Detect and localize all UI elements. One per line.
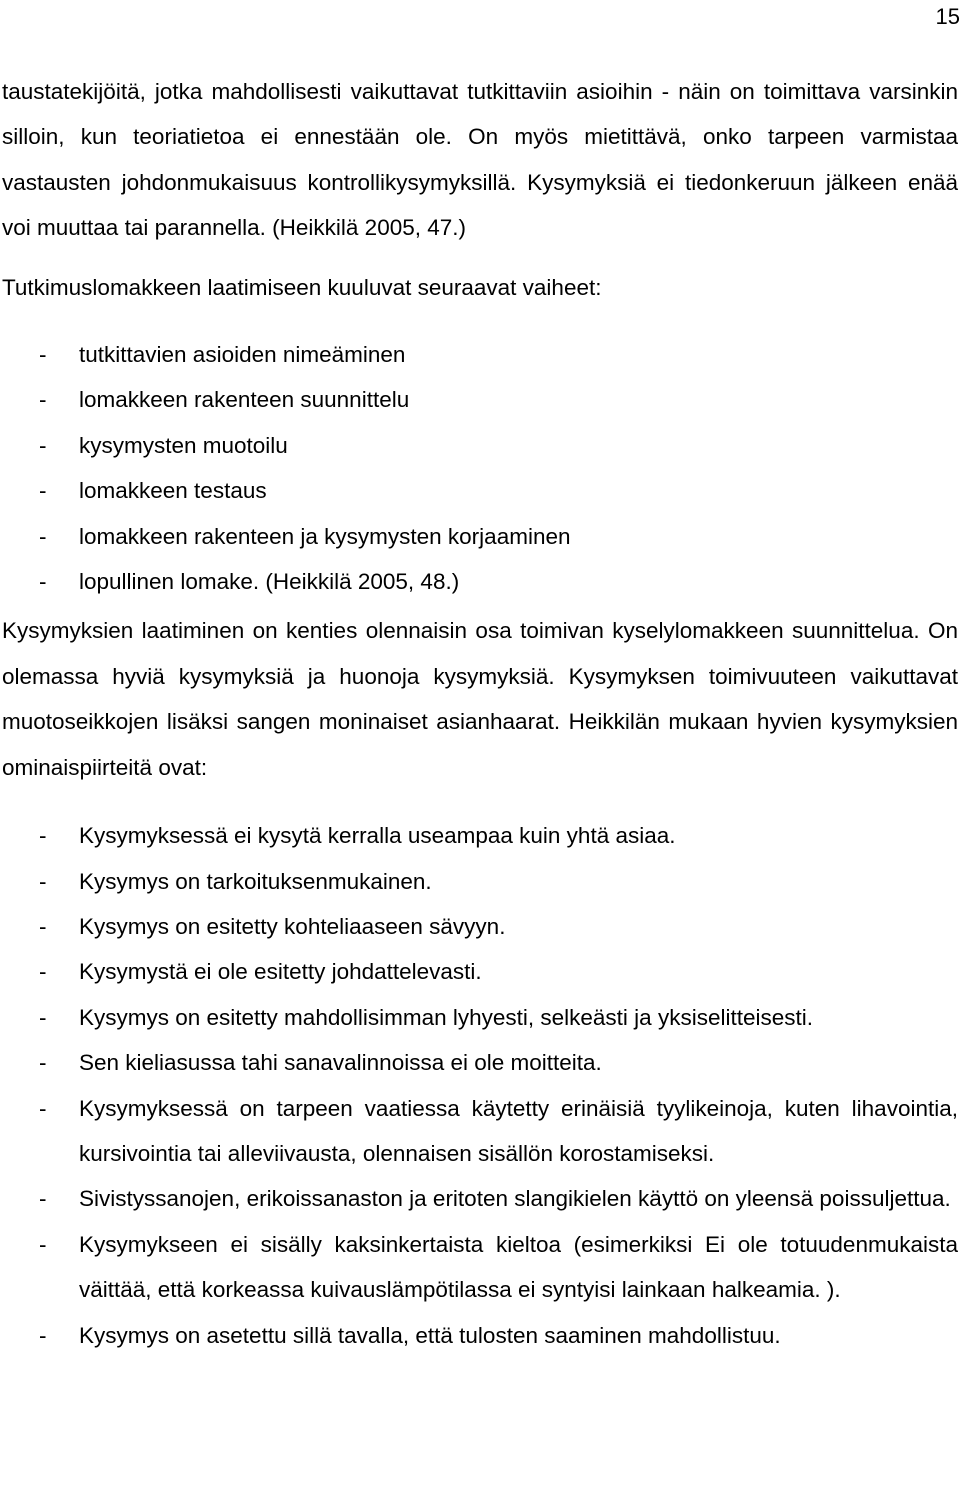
list-item	[2, 332, 958, 377]
list-item	[2, 423, 958, 468]
list-item-text: tutkittavien asioiden nimeäminen	[79, 342, 406, 368]
list-item-text: lomakkeen rakenteen suunnittelu	[79, 387, 410, 413]
list-item	[2, 1176, 958, 1221]
document-body	[2, 69, 958, 1358]
list-dash: -	[39, 1186, 47, 1212]
paragraph-good-questions: Kysymyksien laatiminen on kenties olennaisin osa toimivan kyselylomakkeen suunnittelua. On olemassa hyviä kysymyksiä ja huonoja kysymyksiä. Kysymyksen toimivuuteen vaikuttavat muotoseikkojen lisäksi sangen moninaiset asianhaarat. Heikkilän mukaan hyvien kysymyksien ominaispiirteitä ovat:	[2, 618, 958, 780]
list-item	[2, 1313, 958, 1358]
list-item-text: Kysymys on esitetty mahdollisimman lyhyesti, selkeästi ja yksiselitteisesti.	[79, 1004, 813, 1030]
list-item	[2, 559, 958, 604]
list-dash: -	[39, 1050, 47, 1076]
list-item-text: Kysymyksessä on tarpeen vaatiessa käytetty erinäisiä tyylikeinoja, kuten lihavointia, kursivointia tai alleviivausta, olennaisen sisällön korostamiseksi.	[79, 1095, 958, 1166]
list-item	[2, 1222, 958, 1313]
list-item-text: lopullinen lomake. (Heikkilä 2005, 48.)	[79, 569, 460, 595]
list-item-text: Kysymyksessä ei kysytä kerralla useampaa kuin yhtä asiaa.	[79, 823, 676, 849]
list-item-text: lomakkeen testaus	[79, 478, 267, 504]
list-item	[2, 1040, 958, 1085]
list-dash: -	[39, 823, 47, 849]
list-dash: -	[39, 959, 47, 985]
list-item-text: lomakkeen rakenteen ja kysymysten korjaaminen	[79, 523, 571, 549]
list-item	[2, 514, 958, 559]
page-number: 15	[935, 4, 960, 29]
list-dash: -	[39, 1231, 47, 1257]
paragraph-intro: taustatekijöitä, jotka mahdollisesti vaikuttavat tutkittaviin asioihin - näin on toimittava varsinkin silloin, kun teoriatietoa ei ennestään ole. On myös mietittävä, onko tarpeen varmistaa vastausten johdonmukaisuus kontrollikysymyksillä. Kysymyksiä ei tiedonkeruun jälkeen enää voi muuttaa tai parannella. (Heikkilä 2005, 47.)	[2, 79, 958, 241]
list-dash: -	[39, 1095, 47, 1121]
list-item-text: Kysymykseen ei sisälly kaksinkertaista kieltoa (esimerkiksi Ei ole totuudenmukaista väittää, että korkeassa kuivauslämpötilassa ei syntyisi lainkaan halkeamia. ).	[79, 1231, 958, 1303]
list-dash: -	[39, 432, 47, 458]
list-item	[2, 995, 958, 1040]
list-item	[2, 377, 958, 422]
list-item-text: Kysymys on tarkoituksenmukainen.	[79, 868, 432, 894]
list-item-text: Sivistyssanojen, erikoissanaston ja eritoten slangikielen käyttö on yleensä poissuljettua.	[79, 1186, 951, 1212]
list-dash: -	[39, 1322, 47, 1348]
list-dash: -	[39, 523, 47, 549]
list-item	[2, 468, 958, 513]
list-item-text: Kysymys on esitetty kohteliaaseen sävyyn.	[79, 913, 506, 939]
list-dash: -	[39, 387, 47, 413]
list-item	[2, 1086, 958, 1177]
list-dash: -	[39, 868, 47, 894]
list-item	[2, 859, 958, 904]
list-item-text: Kysymys on asetettu sillä tavalla, että tulosten saaminen mahdollistuu.	[79, 1322, 781, 1348]
question-properties-list	[2, 813, 958, 1358]
list-dash: -	[39, 342, 47, 368]
list-dash: -	[39, 1004, 47, 1030]
list-item	[2, 904, 958, 949]
list-dash: -	[39, 913, 47, 939]
list-item-text: Sen kieliasussa tahi sanavalinnoissa ei ole moitteita.	[79, 1050, 602, 1076]
list-item	[2, 949, 958, 994]
list-item-text: Kysymystä ei ole esitetty johdattelevasti.	[79, 959, 482, 985]
list-dash: -	[39, 478, 47, 504]
list-item	[2, 813, 958, 858]
list-item-text: kysymysten muotoilu	[79, 432, 288, 458]
phases-list	[2, 332, 958, 604]
list-dash: -	[39, 569, 47, 595]
paragraph-phases-heading: Tutkimuslomakkeen laatimiseen kuuluvat seuraavat vaiheet:	[2, 274, 602, 300]
